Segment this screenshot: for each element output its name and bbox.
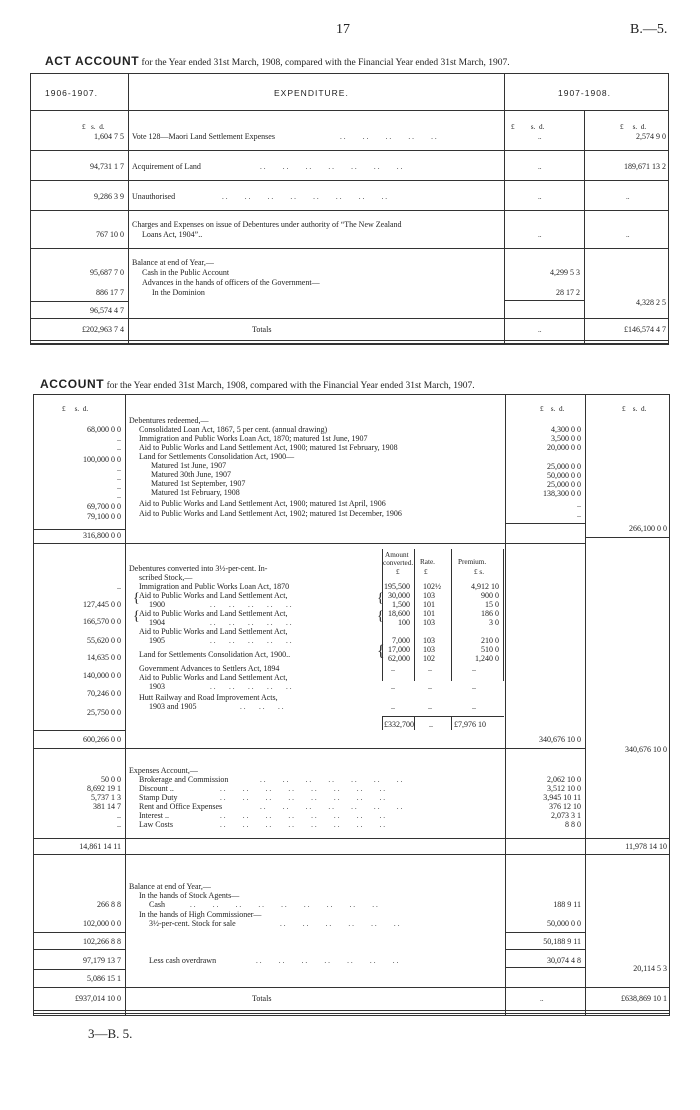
list-item: Stamp Duty xyxy=(139,793,178,802)
list-item: Matured 30th June, 1907 xyxy=(151,470,231,479)
redeemed-total-right: 266,100 0 0 xyxy=(629,524,667,533)
section2-title xyxy=(40,377,475,391)
expenses-heading: Expenses Account,— xyxy=(129,766,198,775)
list-item: Aid to Public Works and Land Settlement Act, 1900; matured 1st April, 1906 xyxy=(139,499,386,508)
list-item: 1904 xyxy=(149,618,165,627)
redeemed-heading: Debentures redeemed,— xyxy=(129,416,209,425)
list-item: 1903 xyxy=(149,682,165,691)
col-amount-converted: converted. xyxy=(383,559,414,567)
page-number: 17 xyxy=(336,22,350,37)
balance2-heading: Balance at end of Year,— xyxy=(129,882,211,891)
balance2-right: 20,114 5 3 xyxy=(633,964,667,973)
conversion-subtotal-left: 600,266 0 0 xyxy=(83,735,121,744)
list-item: Aid to Public Works and Land Settlement Act, 1900; matured 1st February, 1908 xyxy=(139,443,398,452)
section2-total-left: £937,014 10 0 xyxy=(75,994,121,1003)
list-item: Matured 1st February, 1908 xyxy=(151,488,240,497)
section1-totals-label: Totals xyxy=(252,325,272,334)
balance2-overdrawn: Less cash overdrawn xyxy=(149,956,217,965)
section2-title-text: for the Year ended 31st March, 1908, compared with the Financial Year ended 31st March, 1907. xyxy=(106,381,475,391)
section1-title xyxy=(45,54,510,68)
balance-dominion: In the Dominion xyxy=(152,288,205,297)
conversion-heading: Debentures converted into 3½-per-cent. In- xyxy=(129,564,268,573)
section1-title-bold: ACT ACCOUNT xyxy=(45,54,140,68)
col-1907-1908: 1907-1908. xyxy=(558,88,612,98)
col-premium: Premium. xyxy=(458,558,487,566)
balance2-agents: In the hands of Stock Agents— xyxy=(139,891,240,900)
expenses-subtotal-left: 14,861 14 11 xyxy=(79,842,121,851)
list-item: Matured 1st June, 1907 xyxy=(151,461,227,470)
unit-header-mid: £ s. d. xyxy=(511,123,545,131)
list-item: 1900 xyxy=(149,600,165,609)
list-item: Government Advances to Settlers Act, 1894 xyxy=(139,664,280,673)
balance-advances: Advances in the hands of officers of the Government— xyxy=(142,278,320,287)
balance-cash: Cash in the Public Account xyxy=(142,268,230,277)
section2-total-right: £638,869 10 1 xyxy=(621,994,667,1003)
charges-left: 767 10 0 xyxy=(96,230,124,239)
acquirement-text: Acquirement of Land xyxy=(132,162,201,171)
conversion-total-amount: £332,700 xyxy=(384,720,414,729)
list-item: Aid to Public Works and Land Settlement Act, xyxy=(139,591,288,600)
footer-mark: 3—B. 5. xyxy=(88,1026,133,1041)
list-item: Land for Settlements Consolidation Act, 1900.. xyxy=(139,650,291,659)
conversion-right-total: 340,676 10 0 xyxy=(625,745,667,754)
section1-total-left: £202,963 7 4 xyxy=(82,325,124,334)
section2-title-bold: ACCOUNT xyxy=(40,377,105,391)
list-item: Interest .. xyxy=(139,811,169,820)
list-item: Rent and Office Expenses xyxy=(139,802,223,811)
unit-header-right: £ s. d. xyxy=(620,123,647,131)
page-reference: B.—5. xyxy=(630,22,668,37)
list-item: Immigration and Public Works Loan Act, 1870; matured 1st June, 1907 xyxy=(139,434,368,443)
conversion-mid-total: 340,676 10 0 xyxy=(539,735,581,744)
list-item: Aid to Public Works and Land Settlement Act, xyxy=(139,673,288,682)
acquirement-right: 189,671 13 2 xyxy=(624,162,666,171)
list-item: Aid to Public Works and Land Settlement Act, xyxy=(139,609,288,618)
balance-heading: Balance at end of Year,— xyxy=(132,258,214,267)
expenses-total-right: 11,978 14 10 xyxy=(625,842,667,851)
col-1906-1907: 1906-1907. xyxy=(45,88,99,98)
balance2-stock: 3½-per-cent. Stock for sale xyxy=(149,919,236,928)
balance-right: 4,328 2 5 xyxy=(636,298,666,307)
acquirement-left: 94,731 1 7 xyxy=(90,162,124,171)
list-item: Law Costs xyxy=(139,820,173,829)
list-item: 1903 and 1905 xyxy=(149,702,197,711)
list-item: Consolidated Loan Act, 1867, 5 per cent. (annual drawing) xyxy=(139,425,328,434)
section1-title-text: for the Year ended 31st March, 1908, compared with the Financial Year ended 31st March, 1907. xyxy=(141,58,510,68)
vote-text: Vote 128—Maori Land Settlement Expenses xyxy=(132,132,275,141)
unauthorised-text: Unauthorised xyxy=(132,192,176,201)
unit-header-left: £ s. d. xyxy=(82,123,105,131)
unauthorised-left: 9,286 3 9 xyxy=(94,192,124,201)
list-item: 1905 xyxy=(149,636,165,645)
vote-left: 1,604 7 5 xyxy=(94,132,124,141)
section1-frame xyxy=(30,73,669,345)
list-item: Aid to Public Works and Land Settlement Act, 1902; matured 1st December, 1906 xyxy=(139,509,402,518)
vote-right: 2,574 9 0 xyxy=(636,132,666,141)
list-item: Hutt Railway and Road Improvement Acts, xyxy=(139,693,278,702)
list-item: Matured 1st September, 1907 xyxy=(151,479,246,488)
conversion-total-premium: £7,976 10 xyxy=(454,720,486,729)
list-item: Discount .. xyxy=(139,784,174,793)
col-rate: Rate. xyxy=(420,558,435,566)
list-item: Immigration and Public Works Loan Act, 1870 xyxy=(139,582,290,591)
section1-total-right: £146,574 4 7 xyxy=(624,325,666,334)
list-item: Land for Settlements Consolidation Act, 1900— xyxy=(139,452,295,461)
list-item: Aid to Public Works and Land Settlement Act, xyxy=(139,627,288,636)
list-item: Brokerage and Commission xyxy=(139,775,229,784)
charges-text: Charges and Expenses on issue of Debentures under authority of “The New Zealand xyxy=(132,220,402,229)
redeemed-subtotal-left: 316,800 0 0 xyxy=(83,531,121,540)
col-expenditure: EXPENDITURE. xyxy=(274,88,349,98)
section2-totals-label: Totals xyxy=(252,994,272,1003)
balance2-hc: In the hands of High Commissioner— xyxy=(139,910,262,919)
balance2-cash: Cash xyxy=(149,900,165,909)
